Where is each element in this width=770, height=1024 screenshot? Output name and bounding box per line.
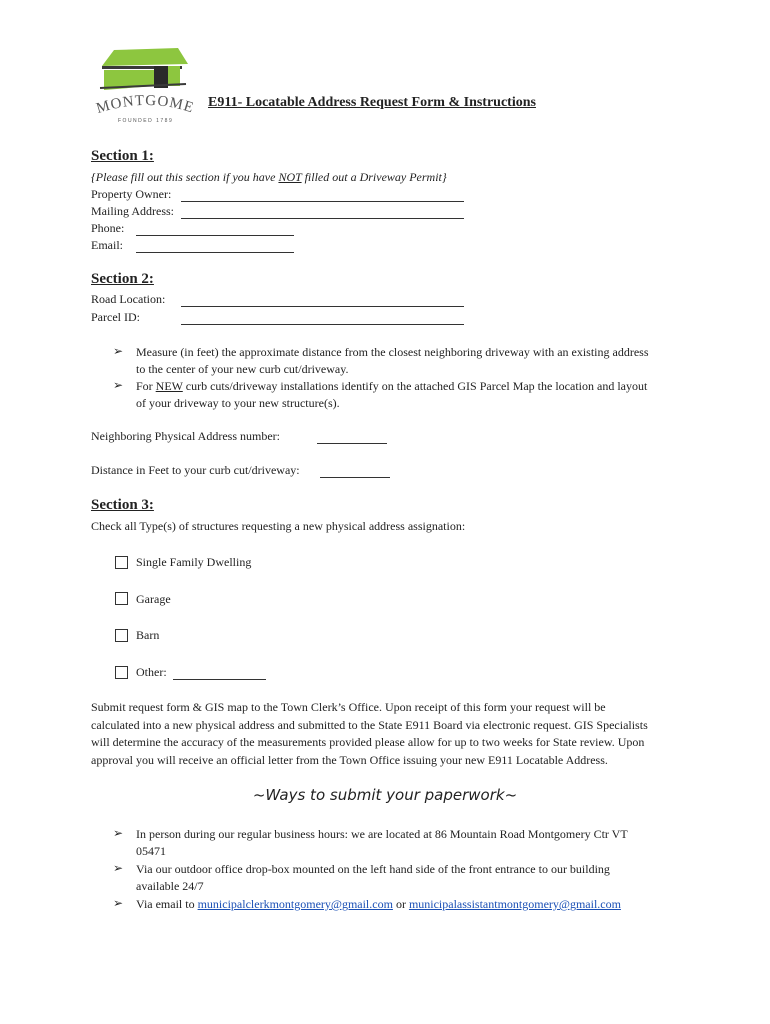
bullet-icon: ➢ (113, 378, 124, 392)
property-owner-row (91, 187, 171, 202)
garage-label: Garage (136, 592, 171, 606)
email-row (91, 238, 123, 253)
single-family-checkbox[interactable] (115, 556, 128, 569)
page-title: E911- Locatable Address Request Form & Instructions (208, 95, 536, 110)
instruction-measure: Measure (in feet) the approximate distance from the closest neighboring driveway with an existing address to the center of your new curb cut/driveway. (136, 345, 649, 376)
mailing-address-row (91, 204, 174, 219)
section1-heading: Section 1: (91, 148, 154, 164)
way-drop-box: Via our outdoor office drop-box mounted on the left hand side of the front entrance to our building available 24/7 (136, 862, 610, 893)
section3-intro: Check all Type(s) of structures requesting a new physical address assignation: (91, 519, 466, 533)
town-logo (92, 44, 202, 128)
email-label: Email: (91, 238, 123, 252)
logo-founded: FOUNDED 1789 (118, 118, 174, 124)
instruction-new-curb: For NEW curb cuts/driveway installations identify on the attached GIS Parcel Map the location and layout of your driveway to your new structure(s). (136, 379, 648, 410)
way-email: Via email to municipalclerkmontgomery@gmail.com or municipalassistantmontgomery@gmail.com (136, 897, 621, 911)
distance-label: Distance in Feet to your curb cut/driveway: (91, 463, 300, 477)
property-owner-label: Property Owner: (91, 187, 172, 201)
neighbor-address-label: Neighboring Physical Address number: (91, 429, 280, 443)
section1-note: {Please fill out this section if you have NOT filled out a Driveway Permit} (91, 170, 447, 184)
way-in-person: In person during our regular business hours: we are located at 86 Mountain Road Montgomery Ctr VT 05471 (136, 827, 628, 858)
parcel-id-field[interactable] (181, 313, 464, 325)
barn-checkbox[interactable] (115, 629, 128, 642)
email-field[interactable] (136, 241, 294, 253)
parcel-id-label: Parcel ID: (91, 310, 140, 324)
bullet-icon: ➢ (113, 896, 124, 910)
other-field[interactable] (173, 668, 266, 680)
ways-heading: ~Ways to submit your paperwork~ (252, 786, 518, 804)
single-family-label: Single Family Dwelling (136, 555, 252, 569)
phone-label: Phone: (91, 221, 125, 235)
garage-checkbox[interactable] (115, 592, 128, 605)
submit-instructions: Submit request form & GIS map to the Town Clerk’s Office. Upon receipt of this form your request will be calculated into a new physical address and submitted to the State E911 Board via electronic request. GIS Specialists will determine the accuracy of the measurements provided please allow for up to two weeks for State review. Upon approval you will receive an official letter from the Town Office issuing your new E911 Locatable Address. (91, 700, 648, 767)
mailing-address-field[interactable] (181, 207, 464, 219)
section3-heading: Section 3: (91, 497, 154, 513)
distance-field[interactable] (320, 466, 390, 478)
road-location-field[interactable] (181, 295, 464, 307)
bullet-icon: ➢ (113, 826, 124, 840)
mailing-address-label: Mailing Address: (91, 204, 174, 218)
neighbor-address-field[interactable] (317, 432, 387, 444)
bullet-icon: ➢ (113, 344, 124, 358)
other-label: Other: (136, 665, 167, 679)
property-owner-field[interactable] (181, 190, 464, 202)
covered-bridge-icon (92, 44, 202, 128)
bullet-icon: ➢ (113, 861, 124, 875)
phone-row (91, 221, 124, 236)
other-checkbox[interactable] (115, 666, 128, 679)
barn-label: Barn (136, 628, 160, 642)
assistant-email-link[interactable]: municipalassistantmontgomery@gmail.com (408, 897, 621, 911)
logo-text: MONTGOME (94, 92, 197, 118)
road-location-label: Road Location: (91, 292, 166, 306)
clerk-email-link[interactable]: municipalclerkmontgomery@gmail.com (197, 897, 393, 911)
section2-heading: Section 2: (91, 271, 154, 287)
phone-field[interactable] (136, 224, 294, 236)
